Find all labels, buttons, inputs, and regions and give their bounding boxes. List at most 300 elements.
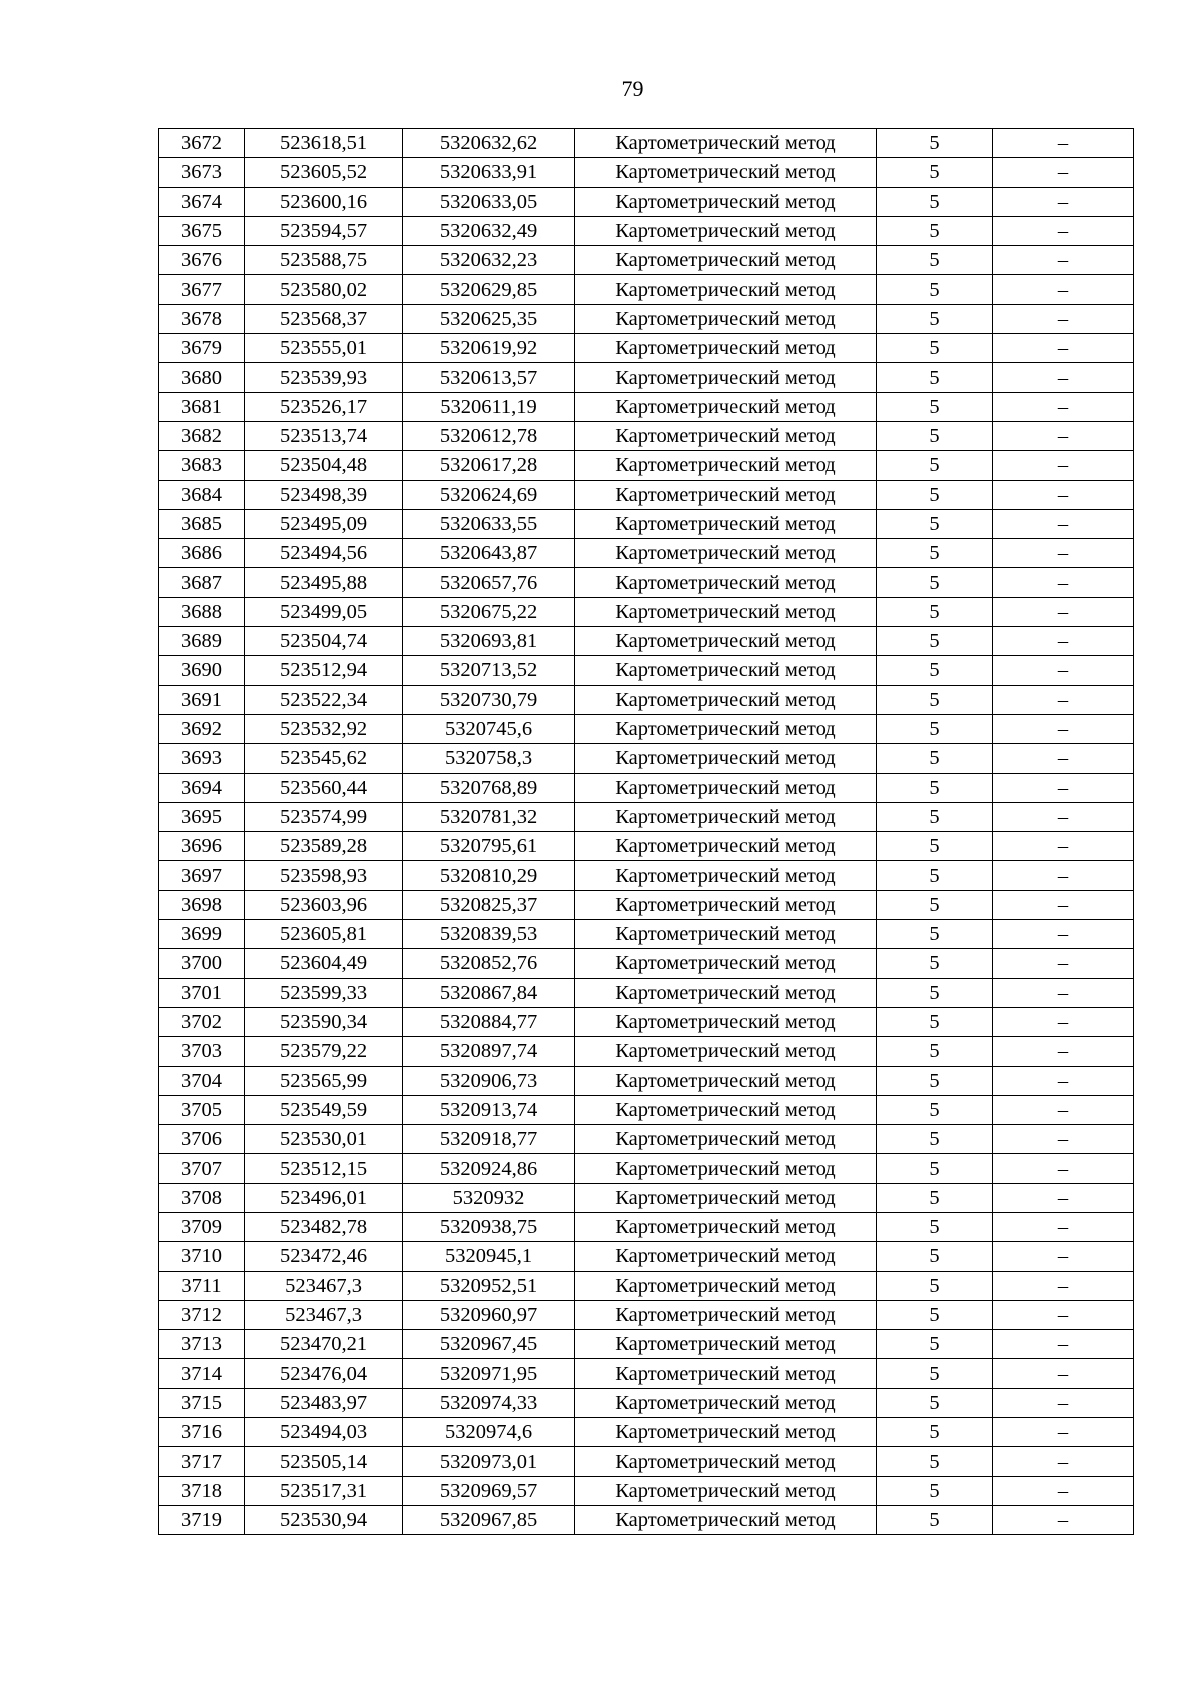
x-coordinate-cell: 523574,99	[245, 802, 403, 831]
x-coordinate-cell: 523555,01	[245, 334, 403, 363]
note-cell: –	[993, 1300, 1134, 1329]
point-number-cell: 3718	[159, 1476, 245, 1505]
accuracy-cell: 5	[877, 304, 993, 333]
point-number-cell: 3705	[159, 1095, 245, 1124]
method-cell: Картометрический метод	[575, 158, 877, 187]
note-cell: –	[993, 539, 1134, 568]
accuracy-cell: 5	[877, 920, 993, 949]
table-row	[159, 568, 1134, 597]
accuracy-cell: 5	[877, 890, 993, 919]
note-cell: –	[993, 597, 1134, 626]
accuracy-cell: 5	[877, 539, 993, 568]
y-coordinate-cell: 5320730,79	[403, 685, 575, 714]
x-coordinate-cell: 523588,75	[245, 246, 403, 275]
accuracy-cell: 5	[877, 158, 993, 187]
x-coordinate-cell: 523599,33	[245, 978, 403, 1007]
y-coordinate-cell: 5320632,23	[403, 246, 575, 275]
table-row	[159, 627, 1134, 656]
point-number-cell: 3687	[159, 568, 245, 597]
y-coordinate-cell: 5320852,76	[403, 949, 575, 978]
accuracy-cell: 5	[877, 832, 993, 861]
point-number-cell: 3704	[159, 1066, 245, 1095]
accuracy-cell: 5	[877, 1505, 993, 1534]
method-cell: Картометрический метод	[575, 861, 877, 890]
x-coordinate-cell: 523522,34	[245, 685, 403, 714]
method-cell: Картометрический метод	[575, 1359, 877, 1388]
table-row	[159, 890, 1134, 919]
point-number-cell: 3706	[159, 1125, 245, 1154]
x-coordinate-cell: 523504,48	[245, 451, 403, 480]
point-number-cell: 3697	[159, 861, 245, 890]
note-cell: –	[993, 1505, 1134, 1534]
y-coordinate-cell: 5320611,19	[403, 392, 575, 421]
method-cell: Картометрический метод	[575, 187, 877, 216]
method-cell: Картометрический метод	[575, 392, 877, 421]
point-number-cell: 3692	[159, 714, 245, 743]
y-coordinate-cell: 5320960,97	[403, 1300, 575, 1329]
coordinates-table	[158, 128, 1134, 1535]
x-coordinate-cell: 523494,56	[245, 539, 403, 568]
point-number-cell: 3701	[159, 978, 245, 1007]
note-cell: –	[993, 1095, 1134, 1124]
note-cell: –	[993, 1330, 1134, 1359]
x-coordinate-cell: 523467,3	[245, 1300, 403, 1329]
accuracy-cell: 5	[877, 363, 993, 392]
y-coordinate-cell: 5320625,35	[403, 304, 575, 333]
x-coordinate-cell: 523545,62	[245, 744, 403, 773]
x-coordinate-cell: 523494,03	[245, 1418, 403, 1447]
x-coordinate-cell: 523498,39	[245, 480, 403, 509]
page-number: 79	[621, 76, 644, 101]
point-number-cell: 3680	[159, 363, 245, 392]
table-row	[159, 978, 1134, 1007]
x-coordinate-cell: 523476,04	[245, 1359, 403, 1388]
x-coordinate-cell: 523512,94	[245, 656, 403, 685]
coordinates-table-body	[159, 129, 1134, 1535]
accuracy-cell: 5	[877, 656, 993, 685]
accuracy-cell: 5	[877, 129, 993, 158]
point-number-cell: 3679	[159, 334, 245, 363]
method-cell: Картометрический метод	[575, 1505, 877, 1534]
table-row	[159, 744, 1134, 773]
x-coordinate-cell: 523549,59	[245, 1095, 403, 1124]
point-number-cell: 3699	[159, 920, 245, 949]
note-cell: –	[993, 1271, 1134, 1300]
table-row	[159, 334, 1134, 363]
method-cell: Картометрический метод	[575, 890, 877, 919]
accuracy-cell: 5	[877, 1212, 993, 1241]
accuracy-cell: 5	[877, 334, 993, 363]
note-cell: –	[993, 1037, 1134, 1066]
accuracy-cell: 5	[877, 275, 993, 304]
table-row	[159, 656, 1134, 685]
accuracy-cell: 5	[877, 949, 993, 978]
method-cell: Картометрический метод	[575, 480, 877, 509]
table-row	[159, 304, 1134, 333]
method-cell: Картометрический метод	[575, 1212, 877, 1241]
table-row	[159, 832, 1134, 861]
note-cell: –	[993, 451, 1134, 480]
y-coordinate-cell: 5320867,84	[403, 978, 575, 1007]
method-cell: Картометрический метод	[575, 744, 877, 773]
y-coordinate-cell: 5320619,92	[403, 334, 575, 363]
method-cell: Картометрический метод	[575, 216, 877, 245]
x-coordinate-cell: 523499,05	[245, 597, 403, 626]
accuracy-cell: 5	[877, 744, 993, 773]
x-coordinate-cell: 523472,46	[245, 1242, 403, 1271]
accuracy-cell: 5	[877, 1271, 993, 1300]
x-coordinate-cell: 523618,51	[245, 129, 403, 158]
method-cell: Картометрический метод	[575, 568, 877, 597]
note-cell: –	[993, 773, 1134, 802]
x-coordinate-cell: 523604,49	[245, 949, 403, 978]
table-row	[159, 246, 1134, 275]
accuracy-cell: 5	[877, 1007, 993, 1036]
method-cell: Картометрический метод	[575, 539, 877, 568]
point-number-cell: 3719	[159, 1505, 245, 1534]
x-coordinate-cell: 523470,21	[245, 1330, 403, 1359]
note-cell: –	[993, 714, 1134, 743]
accuracy-cell: 5	[877, 1359, 993, 1388]
table-row	[159, 129, 1134, 158]
point-number-cell: 3713	[159, 1330, 245, 1359]
table-row	[159, 1007, 1134, 1036]
note-cell: –	[993, 1183, 1134, 1212]
accuracy-cell: 5	[877, 392, 993, 421]
accuracy-cell: 5	[877, 421, 993, 450]
x-coordinate-cell: 523560,44	[245, 773, 403, 802]
x-coordinate-cell: 523530,01	[245, 1125, 403, 1154]
note-cell: –	[993, 890, 1134, 919]
method-cell: Картометрический метод	[575, 363, 877, 392]
point-number-cell: 3683	[159, 451, 245, 480]
method-cell: Картометрический метод	[575, 451, 877, 480]
method-cell: Картометрический метод	[575, 509, 877, 538]
note-cell: –	[993, 1154, 1134, 1183]
table-row	[159, 1037, 1134, 1066]
point-number-cell: 3709	[159, 1212, 245, 1241]
table-row	[159, 1154, 1134, 1183]
table-row	[159, 216, 1134, 245]
x-coordinate-cell: 523530,94	[245, 1505, 403, 1534]
method-cell: Картометрический метод	[575, 832, 877, 861]
point-number-cell: 3700	[159, 949, 245, 978]
table-row	[159, 597, 1134, 626]
table-row	[159, 1300, 1134, 1329]
x-coordinate-cell: 523526,17	[245, 392, 403, 421]
note-cell: –	[993, 334, 1134, 363]
y-coordinate-cell: 5320781,32	[403, 802, 575, 831]
method-cell: Картометрический метод	[575, 714, 877, 743]
x-coordinate-cell: 523603,96	[245, 890, 403, 919]
x-coordinate-cell: 523504,74	[245, 627, 403, 656]
note-cell: –	[993, 949, 1134, 978]
method-cell: Картометрический метод	[575, 304, 877, 333]
y-coordinate-cell: 5320632,49	[403, 216, 575, 245]
y-coordinate-cell: 5320938,75	[403, 1212, 575, 1241]
y-coordinate-cell: 5320632,62	[403, 129, 575, 158]
point-number-cell: 3690	[159, 656, 245, 685]
table-row	[159, 480, 1134, 509]
note-cell: –	[993, 1476, 1134, 1505]
accuracy-cell: 5	[877, 1154, 993, 1183]
method-cell: Картометрический метод	[575, 129, 877, 158]
note-cell: –	[993, 187, 1134, 216]
accuracy-cell: 5	[877, 187, 993, 216]
method-cell: Картометрический метод	[575, 1271, 877, 1300]
accuracy-cell: 5	[877, 1037, 993, 1066]
note-cell: –	[993, 744, 1134, 773]
x-coordinate-cell: 523605,81	[245, 920, 403, 949]
y-coordinate-cell: 5320906,73	[403, 1066, 575, 1095]
y-coordinate-cell: 5320643,87	[403, 539, 575, 568]
table-row	[159, 1125, 1134, 1154]
table-row	[159, 773, 1134, 802]
method-cell: Картометрический метод	[575, 627, 877, 656]
x-coordinate-cell: 523605,52	[245, 158, 403, 187]
method-cell: Картометрический метод	[575, 1095, 877, 1124]
method-cell: Картометрический метод	[575, 1476, 877, 1505]
point-number-cell: 3672	[159, 129, 245, 158]
method-cell: Картометрический метод	[575, 334, 877, 363]
method-cell: Картометрический метод	[575, 656, 877, 685]
x-coordinate-cell: 523483,97	[245, 1388, 403, 1417]
x-coordinate-cell: 523532,92	[245, 714, 403, 743]
method-cell: Картометрический метод	[575, 1183, 877, 1212]
note-cell: –	[993, 832, 1134, 861]
point-number-cell: 3693	[159, 744, 245, 773]
x-coordinate-cell: 523594,57	[245, 216, 403, 245]
table-row	[159, 1183, 1134, 1212]
note-cell: –	[993, 627, 1134, 656]
x-coordinate-cell: 523580,02	[245, 275, 403, 304]
point-number-cell: 3695	[159, 802, 245, 831]
table-row	[159, 451, 1134, 480]
accuracy-cell: 5	[877, 1242, 993, 1271]
table-row	[159, 685, 1134, 714]
method-cell: Картометрический метод	[575, 1388, 877, 1417]
y-coordinate-cell: 5320969,57	[403, 1476, 575, 1505]
table-row	[159, 920, 1134, 949]
x-coordinate-cell: 523600,16	[245, 187, 403, 216]
point-number-cell: 3708	[159, 1183, 245, 1212]
table-row	[159, 1447, 1134, 1476]
y-coordinate-cell: 5320974,6	[403, 1418, 575, 1447]
method-cell: Картометрический метод	[575, 1330, 877, 1359]
note-cell: –	[993, 1388, 1134, 1417]
method-cell: Картометрический метод	[575, 1242, 877, 1271]
method-cell: Картометрический метод	[575, 421, 877, 450]
table-row	[159, 1476, 1134, 1505]
method-cell: Картометрический метод	[575, 597, 877, 626]
x-coordinate-cell: 523512,15	[245, 1154, 403, 1183]
table-row	[159, 1505, 1134, 1534]
note-cell: –	[993, 1242, 1134, 1271]
note-cell: –	[993, 1125, 1134, 1154]
point-number-cell: 3684	[159, 480, 245, 509]
note-cell: –	[993, 656, 1134, 685]
x-coordinate-cell: 523495,88	[245, 568, 403, 597]
note-cell: –	[993, 978, 1134, 1007]
method-cell: Картометрический метод	[575, 246, 877, 275]
y-coordinate-cell: 5320745,6	[403, 714, 575, 743]
y-coordinate-cell: 5320952,51	[403, 1271, 575, 1300]
method-cell: Картометрический метод	[575, 949, 877, 978]
table-row	[159, 187, 1134, 216]
note-cell: –	[993, 480, 1134, 509]
table-row	[159, 802, 1134, 831]
x-coordinate-cell: 523513,74	[245, 421, 403, 450]
note-cell: –	[993, 421, 1134, 450]
point-number-cell: 3673	[159, 158, 245, 187]
accuracy-cell: 5	[877, 1125, 993, 1154]
note-cell: –	[993, 509, 1134, 538]
x-coordinate-cell: 523517,31	[245, 1476, 403, 1505]
point-number-cell: 3676	[159, 246, 245, 275]
x-coordinate-cell: 523482,78	[245, 1212, 403, 1241]
x-coordinate-cell: 523598,93	[245, 861, 403, 890]
note-cell: –	[993, 363, 1134, 392]
point-number-cell: 3714	[159, 1359, 245, 1388]
note-cell: –	[993, 1066, 1134, 1095]
table-row	[159, 1066, 1134, 1095]
y-coordinate-cell: 5320795,61	[403, 832, 575, 861]
accuracy-cell: 5	[877, 1388, 993, 1417]
point-number-cell: 3717	[159, 1447, 245, 1476]
y-coordinate-cell: 5320713,52	[403, 656, 575, 685]
accuracy-cell: 5	[877, 1066, 993, 1095]
method-cell: Картометрический метод	[575, 978, 877, 1007]
y-coordinate-cell: 5320971,95	[403, 1359, 575, 1388]
note-cell: –	[993, 861, 1134, 890]
accuracy-cell: 5	[877, 480, 993, 509]
point-number-cell: 3685	[159, 509, 245, 538]
y-coordinate-cell: 5320973,01	[403, 1447, 575, 1476]
table-row	[159, 275, 1134, 304]
accuracy-cell: 5	[877, 773, 993, 802]
point-number-cell: 3703	[159, 1037, 245, 1066]
accuracy-cell: 5	[877, 1300, 993, 1329]
y-coordinate-cell: 5320633,05	[403, 187, 575, 216]
point-number-cell: 3710	[159, 1242, 245, 1271]
point-number-cell: 3711	[159, 1271, 245, 1300]
table-row	[159, 509, 1134, 538]
method-cell: Картометрический метод	[575, 1154, 877, 1183]
point-number-cell: 3682	[159, 421, 245, 450]
accuracy-cell: 5	[877, 978, 993, 1007]
y-coordinate-cell: 5320617,28	[403, 451, 575, 480]
point-number-cell: 3686	[159, 539, 245, 568]
table-row	[159, 1242, 1134, 1271]
method-cell: Картометрический метод	[575, 275, 877, 304]
table-row	[159, 1330, 1134, 1359]
accuracy-cell: 5	[877, 861, 993, 890]
note-cell: –	[993, 392, 1134, 421]
point-number-cell: 3689	[159, 627, 245, 656]
y-coordinate-cell: 5320633,55	[403, 509, 575, 538]
note-cell: –	[993, 1212, 1134, 1241]
y-coordinate-cell: 5320612,78	[403, 421, 575, 450]
point-number-cell: 3694	[159, 773, 245, 802]
table-row	[159, 1359, 1134, 1388]
point-number-cell: 3696	[159, 832, 245, 861]
method-cell: Картометрический метод	[575, 1007, 877, 1036]
accuracy-cell: 5	[877, 216, 993, 245]
method-cell: Картометрический метод	[575, 1066, 877, 1095]
point-number-cell: 3707	[159, 1154, 245, 1183]
x-coordinate-cell: 523505,14	[245, 1447, 403, 1476]
accuracy-cell: 5	[877, 1418, 993, 1447]
x-coordinate-cell: 523579,22	[245, 1037, 403, 1066]
y-coordinate-cell: 5320967,45	[403, 1330, 575, 1359]
accuracy-cell: 5	[877, 627, 993, 656]
table-row	[159, 1388, 1134, 1417]
point-number-cell: 3715	[159, 1388, 245, 1417]
y-coordinate-cell: 5320932	[403, 1183, 575, 1212]
note-cell: –	[993, 802, 1134, 831]
y-coordinate-cell: 5320693,81	[403, 627, 575, 656]
table-row	[159, 421, 1134, 450]
y-coordinate-cell: 5320945,1	[403, 1242, 575, 1271]
y-coordinate-cell: 5320967,85	[403, 1505, 575, 1534]
point-number-cell: 3712	[159, 1300, 245, 1329]
table-row	[159, 1418, 1134, 1447]
method-cell: Картометрический метод	[575, 1447, 877, 1476]
accuracy-cell: 5	[877, 1330, 993, 1359]
accuracy-cell: 5	[877, 568, 993, 597]
method-cell: Картометрический метод	[575, 920, 877, 949]
method-cell: Картометрический метод	[575, 1037, 877, 1066]
note-cell: –	[993, 304, 1134, 333]
method-cell: Картометрический метод	[575, 802, 877, 831]
note-cell: –	[993, 920, 1134, 949]
note-cell: –	[993, 1418, 1134, 1447]
table-row	[159, 539, 1134, 568]
point-number-cell: 3674	[159, 187, 245, 216]
y-coordinate-cell: 5320918,77	[403, 1125, 575, 1154]
method-cell: Картометрический метод	[575, 1125, 877, 1154]
accuracy-cell: 5	[877, 1183, 993, 1212]
method-cell: Картометрический метод	[575, 1300, 877, 1329]
method-cell: Картометрический метод	[575, 685, 877, 714]
accuracy-cell: 5	[877, 509, 993, 538]
note-cell: –	[993, 246, 1134, 275]
accuracy-cell: 5	[877, 714, 993, 743]
accuracy-cell: 5	[877, 802, 993, 831]
y-coordinate-cell: 5320675,22	[403, 597, 575, 626]
accuracy-cell: 5	[877, 1476, 993, 1505]
x-coordinate-cell: 523495,09	[245, 509, 403, 538]
x-coordinate-cell: 523568,37	[245, 304, 403, 333]
note-cell: –	[993, 216, 1134, 245]
point-number-cell: 3698	[159, 890, 245, 919]
accuracy-cell: 5	[877, 685, 993, 714]
y-coordinate-cell: 5320884,77	[403, 1007, 575, 1036]
y-coordinate-cell: 5320825,37	[403, 890, 575, 919]
y-coordinate-cell: 5320974,33	[403, 1388, 575, 1417]
x-coordinate-cell: 523467,3	[245, 1271, 403, 1300]
table-row	[159, 158, 1134, 187]
accuracy-cell: 5	[877, 1095, 993, 1124]
accuracy-cell: 5	[877, 246, 993, 275]
note-cell: –	[993, 1359, 1134, 1388]
table-row	[159, 949, 1134, 978]
y-coordinate-cell: 5320633,91	[403, 158, 575, 187]
note-cell: –	[993, 158, 1134, 187]
x-coordinate-cell: 523565,99	[245, 1066, 403, 1095]
y-coordinate-cell: 5320629,85	[403, 275, 575, 304]
y-coordinate-cell: 5320768,89	[403, 773, 575, 802]
